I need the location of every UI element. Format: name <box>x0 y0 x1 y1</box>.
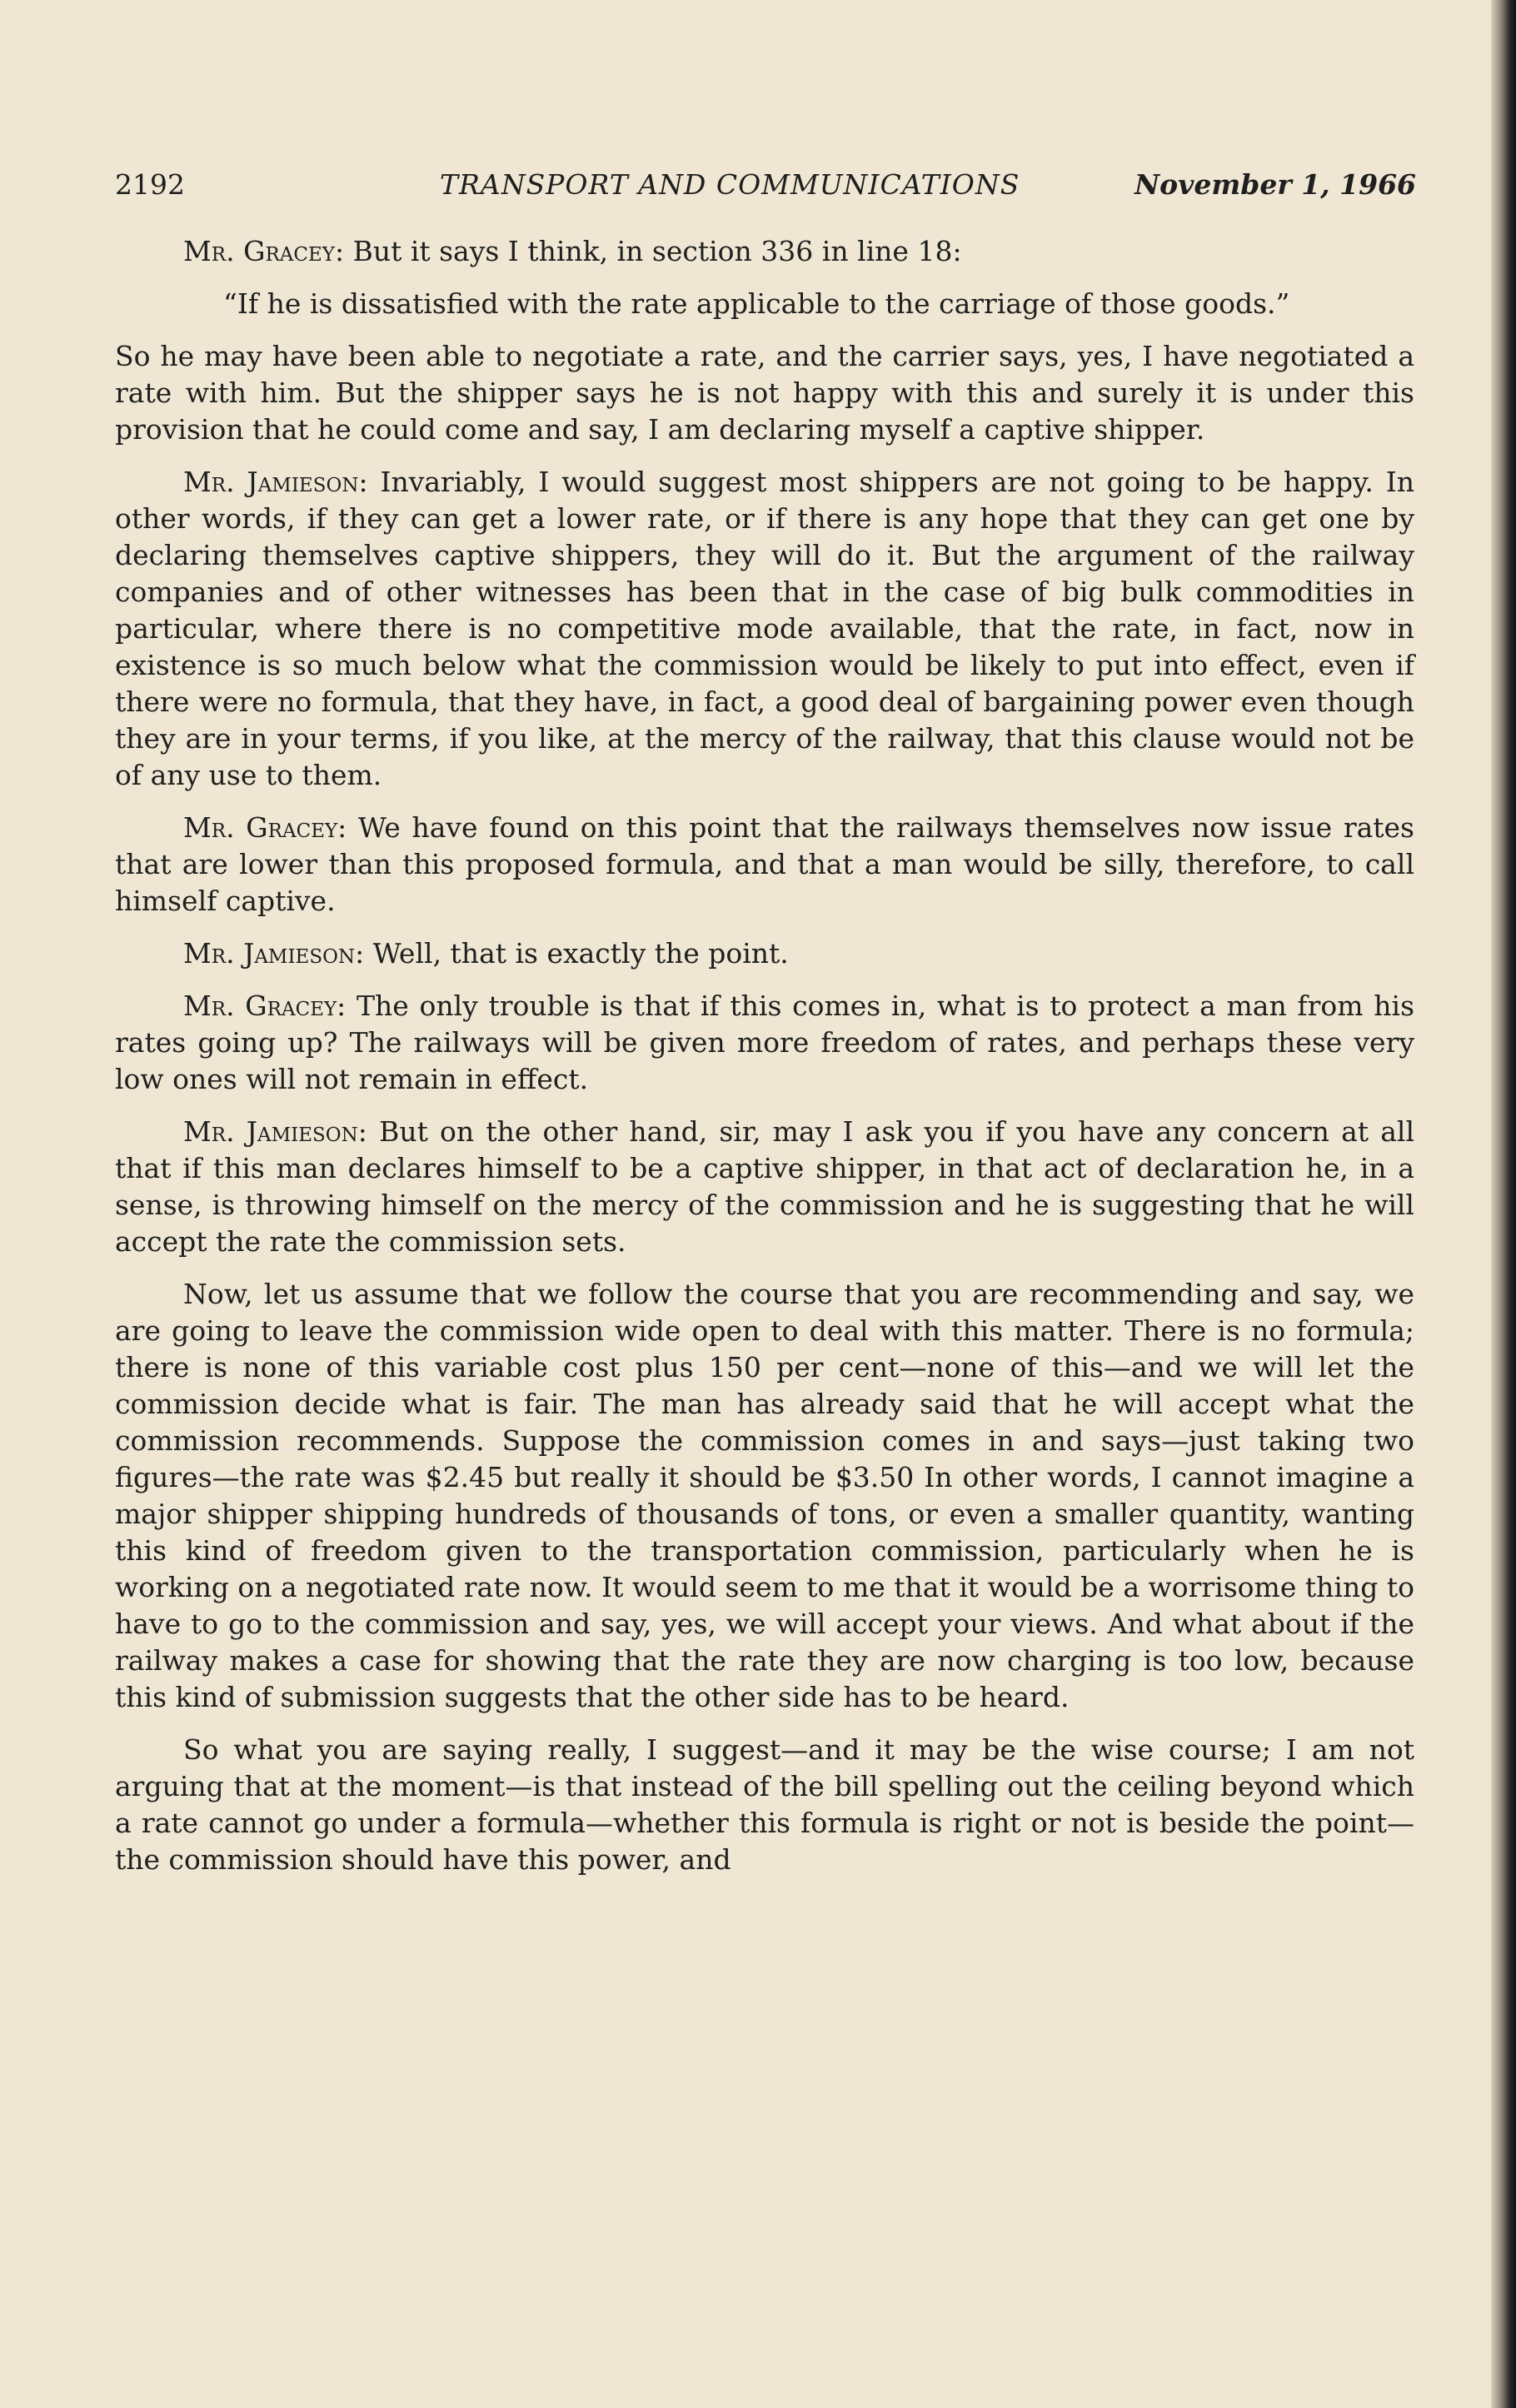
paragraph: Mr. Jamieson: But on the other hand, sir, may I ask you if you have any concern at all that if this man declares himself to be a captive shipper, in that act of declaration he, in a sense, is throwing himself on the mercy of the commission and he is suggesting that he will accept the rate the commission sets. <box>115 1115 1414 1258</box>
paragraph-text: So what you are saying really, I suggest—and it may be the wise course; I am not arguing that at the moment—is that instead of the bill spelling out the ceiling beyond which a rate cannot go under a formula—whether this formula is right or not is beside the point—the commission should have this power, and <box>115 1733 1414 1876</box>
paragraph-text: Now, let us assume that we follow the course that you are recommending and say, we are going to leave the commission wide open to deal with this matter. There is no formula; there is none of this variable cost plus 150 per cent—none of this—and we will let the commission decide what is fair. The man has already said that he will accept what the commission recommends. Suppose the commission comes in and says—just taking two figures—the rate was $2.45 but really it should be $3.50 In other words, I cannot imagine a major shipper shipping hundreds of thousands of tons, or even a smaller quantity, wanting this kind of freedom given to the transportation commission, particularly when he is working on a negotiated rate now. It would seem to me that it would be a worrisome thing to have to go to the commission and say, yes, we will accept your views. And what about if the railway makes a case for showing that the rate they are now charging is too low, because this kind of submission suggests that the other side has to be heard. <box>115 1278 1414 1713</box>
speaker-name: Mr. Gracey <box>183 235 335 267</box>
paragraph-text: So he may have been able to negotiate a rate, and the carrier says, yes, I have negotiated a rate with him. But the shipper says he is not happy with this and surely it is under this provision that he could come and say, I am declaring myself a captive shipper. <box>115 340 1414 446</box>
page-number: 2192 <box>115 168 185 201</box>
paragraph-text: Invariably, I would suggest most shippers are not going to be happy. In other words, if they can get a lower rate, or if there is any hope that they can get one by declaring themselves captive shippers, they will do it. But the argument of the railway companies and of other witnesses has been that in the case of big bulk commodities in particular, where there is no competitive mode available, that the rate, in fact, now in existence is so much below what the commission would be likely to put into effect, even if there were no formula, that they have, in fact, a good deal of bargaining power even though they are in your terms, if you like, at the mercy of the railway, that this clause would not be of any use to them. <box>115 466 1414 791</box>
running-title: TRANSPORT AND COMMUNICATIONS <box>440 168 1020 201</box>
paragraph-text: But on the other hand, sir, may I ask you if you have any concern at all that if this man declares himself to be a captive shipper, in that act of declaration he, in a sense, is throwing himself on the mercy of the commission and he is suggesting that he will accept the rate the commission sets. <box>115 1115 1414 1258</box>
header-date: November 1, 1966 <box>1135 168 1416 201</box>
paragraph: Mr. Jamieson: Invariably, I would suggest most shippers are not going to be happy. In other words, if they can get a lower rate, or if there is any hope that they can get one by declaring themselves captive shippers, they will do it. But the argument of the railway companies and of other witnesses has been that in the case of big bulk commodities in particular, where there is no competitive mode available, that the rate, in fact, now in existence is so much below what the commission would be likely to put into effect, even if there were no formula, that they have, in fact, a good deal of bargaining power even though they are in your terms, if you like, at the mercy of the railway, that this clause would not be of any use to them. <box>115 466 1414 791</box>
paragraph-text: But it says I think, in section 336 in line 18: <box>352 235 962 267</box>
body-text <box>115 233 1414 1894</box>
paragraph-text: The only trouble is that if this comes in, what is to protect a man from his rates going up? The railways will be given more freedom of rates, and perhaps these very low ones will not remain in effect. <box>115 990 1414 1095</box>
speaker-name: Mr. Gracey <box>183 811 338 844</box>
paragraph-text: We have found on this point that the railways themselves now issue rates that are lower than this proposed formula, and that a man would be silly, therefore, to call himself captive. <box>115 811 1414 917</box>
block-quote <box>115 286 1414 322</box>
paragraph: Mr. Jamieson: Well, that is exactly the point. <box>183 937 789 970</box>
paragraph: Mr. Gracey: But it says I think, in section 336 in line 18: <box>183 235 962 267</box>
speaker-name: Mr. Jamieson <box>183 937 356 970</box>
paragraph <box>115 1276 1414 1716</box>
paragraph <box>115 1732 1414 1878</box>
paragraph-text: Well, that is exactly the point. <box>372 937 789 970</box>
page-header <box>115 165 1416 205</box>
page-binding-edge <box>1491 0 1516 2408</box>
paragraph: Mr. Gracey: The only trouble is that if this comes in, what is to protect a man from his rates going up? The railways will be given more freedom of rates, and perhaps these very low ones will not remain in effect. <box>115 990 1414 1095</box>
speaker-name: Mr. Jamieson <box>183 466 359 498</box>
paragraph <box>115 338 1414 448</box>
paragraph: Mr. Gracey: We have found on this point that the railways themselves now issue rates that are lower than this proposed formula, and that a man would be silly, therefore, to call himself captive. <box>115 811 1414 917</box>
quote-text: “If he is dissatisfied with the rate applicable to the carriage of those goods.” <box>223 287 1290 320</box>
speaker-name: Mr. Jamieson <box>183 1115 358 1148</box>
speaker-name: Mr. Gracey <box>183 990 337 1022</box>
